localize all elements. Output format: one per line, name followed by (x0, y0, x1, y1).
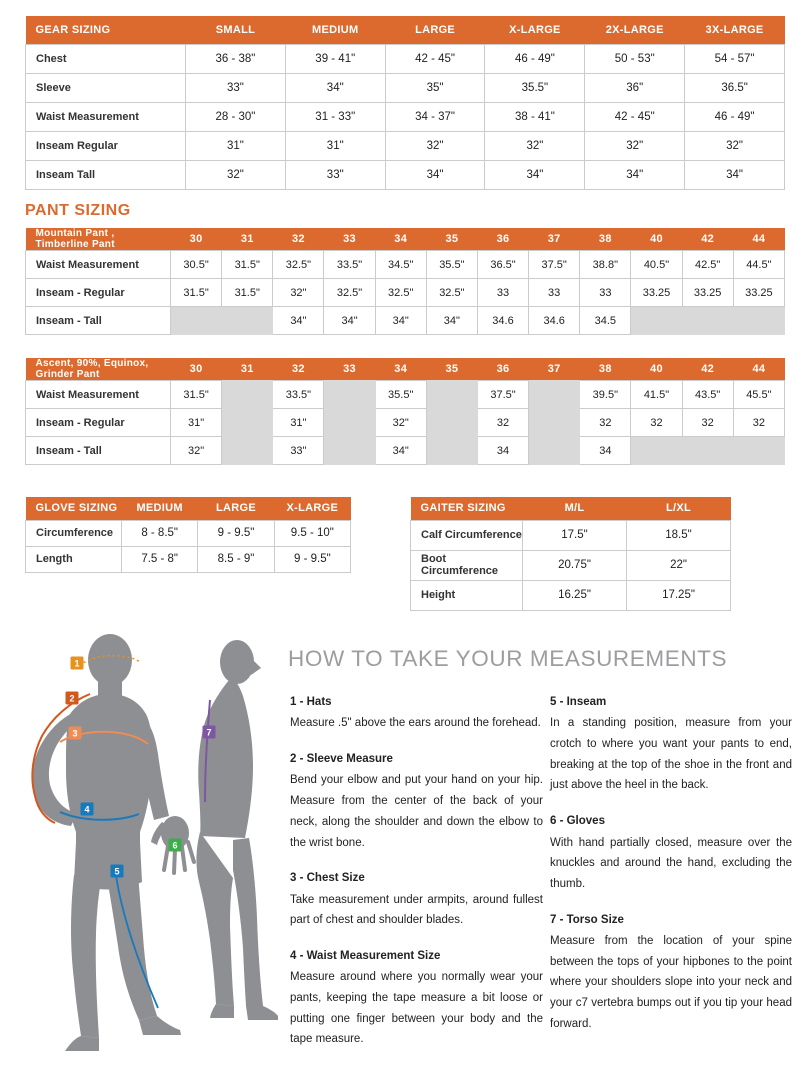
measurement-instruction (550, 693, 792, 796)
column-header: 32 (273, 228, 324, 251)
row-label: Inseam - Regular (26, 279, 171, 307)
value-cell: 33" (273, 437, 324, 465)
value-cell: 7.5 - 8" (122, 546, 198, 572)
value-cell: 28 - 30" (186, 102, 286, 131)
table-row (411, 580, 731, 610)
value-cell: 46 - 49" (685, 102, 785, 131)
table-row (411, 550, 731, 580)
row-label: Inseam - Regular (26, 409, 171, 437)
column-header: 3X-LARGE (685, 16, 785, 44)
value-cell: 20.75" (523, 550, 627, 580)
value-cell: 33.25 (631, 279, 682, 307)
empty-cell (324, 437, 375, 465)
value-cell: 44.5" (733, 251, 784, 279)
value-cell: 35.5" (375, 381, 426, 409)
column-header: 38 (580, 228, 631, 251)
value-cell: 38.8" (580, 251, 631, 279)
marker-torso (203, 726, 216, 739)
measurement-instruction (290, 693, 543, 734)
value-cell: 31 - 33" (285, 102, 385, 131)
value-cell: 34" (285, 73, 385, 102)
table-row (26, 251, 785, 279)
row-label: Inseam - Tall (26, 437, 171, 465)
value-cell: 33 (580, 279, 631, 307)
value-cell: 32" (186, 160, 286, 189)
value-cell: 33.25 (733, 279, 784, 307)
row-label: Height (411, 580, 523, 610)
value-cell: 34 (580, 437, 631, 465)
marker-2-number: 2 (69, 693, 75, 704)
empty-cell (324, 381, 375, 409)
instruction-body: Take measurement under armpits, around fullest part of chest and shoulder blades. (290, 893, 543, 927)
empty-cell (426, 409, 477, 437)
value-cell: 36.5" (685, 73, 785, 102)
empty-cell (222, 409, 273, 437)
value-cell: 34" (375, 437, 426, 465)
instruction-body: Measure from the location of your spine between the tops of your hipbones to the point where your shoulders slope into your neck and your c7 vertebra bumps out if you tip your head forward. (550, 934, 792, 1030)
table-row (26, 131, 785, 160)
table-row (26, 160, 785, 189)
value-cell: 36 - 38" (186, 44, 286, 73)
column-header: 44 (733, 228, 784, 251)
instructions-column-left (290, 693, 543, 1066)
value-cell: 31.5" (171, 279, 222, 307)
empty-cell (682, 307, 733, 335)
marker-gloves (169, 839, 182, 852)
row-label: Chest (26, 44, 186, 73)
marker-4-number: 4 (84, 804, 90, 815)
row-label: Inseam Tall (26, 160, 186, 189)
table-title: GLOVE SIZING (26, 497, 122, 520)
marker-waist (81, 803, 94, 816)
value-cell: 34" (685, 160, 785, 189)
value-cell: 37.5" (529, 251, 580, 279)
column-header: 30 (171, 358, 222, 381)
column-header: 32 (273, 358, 324, 381)
value-cell: 39 - 41" (285, 44, 385, 73)
marker-6-number: 6 (172, 840, 178, 851)
header-row (26, 358, 785, 381)
value-cell: 33.5" (324, 251, 375, 279)
value-cell: 54 - 57" (685, 44, 785, 73)
column-header: LARGE (385, 16, 485, 44)
value-cell: 32 (682, 409, 733, 437)
empty-cell (324, 409, 375, 437)
empty-cell (222, 381, 273, 409)
empty-cell (733, 307, 784, 335)
table-row (26, 437, 785, 465)
column-header: 36 (477, 228, 528, 251)
value-cell: 31.5" (222, 279, 273, 307)
empty-cell (529, 437, 580, 465)
value-cell: 34.5" (375, 251, 426, 279)
measurement-instruction (290, 869, 543, 931)
column-header: 40 (631, 228, 682, 251)
measurement-instruction (550, 911, 792, 1035)
gaiter-sizing-table (410, 497, 731, 611)
value-cell: 32" (585, 131, 685, 160)
column-header: 31 (222, 228, 273, 251)
value-cell: 33" (285, 160, 385, 189)
table-row (26, 279, 785, 307)
value-cell: 46 - 49" (485, 44, 585, 73)
table-title: GAITER SIZING (411, 497, 523, 520)
column-header: X-LARGE (274, 497, 350, 520)
column-header: 34 (375, 358, 426, 381)
mountain-pant-sizing-table (25, 228, 785, 335)
row-label: Waist Measurement (26, 102, 186, 131)
marker-3-number: 3 (72, 728, 78, 739)
value-cell: 33 (529, 279, 580, 307)
side-body-silhouette (196, 640, 278, 1020)
value-cell: 35.5" (426, 251, 477, 279)
column-header: 36 (477, 358, 528, 381)
row-label: Length (26, 546, 122, 572)
column-header: 33 (324, 358, 375, 381)
table-row (26, 73, 785, 102)
measurement-instruction (290, 750, 543, 853)
header-row (26, 228, 785, 251)
column-header: 38 (580, 358, 631, 381)
empty-cell (682, 437, 733, 465)
value-cell: 32 (631, 409, 682, 437)
row-label: Sleeve (26, 73, 186, 102)
table-row (26, 409, 785, 437)
empty-cell (529, 381, 580, 409)
column-header: 44 (733, 358, 784, 381)
value-cell: 32 (733, 409, 784, 437)
value-cell: 42.5" (682, 251, 733, 279)
instruction-heading: 5 - Inseam (550, 696, 607, 708)
instruction-body: Measure .5" above the ears around the forehead. (290, 717, 541, 730)
table-row (26, 307, 785, 335)
value-cell: 31.5" (171, 381, 222, 409)
value-cell: 9 - 9.5" (274, 546, 350, 572)
value-cell: 33.25 (682, 279, 733, 307)
instruction-heading: 1 - Hats (290, 696, 332, 708)
empty-cell (426, 381, 477, 409)
value-cell: 33" (186, 73, 286, 102)
instruction-body: With hand partially closed, measure over the knuckles and around the hand, excluding the thumb. (550, 836, 792, 890)
value-cell: 34" (385, 160, 485, 189)
row-label: Waist Measurement (26, 251, 171, 279)
table-title: Mountain Pant , Timberline Pant (26, 228, 171, 251)
marker-sleeve (66, 692, 79, 705)
header-row (26, 497, 351, 520)
instruction-heading: 7 - Torso Size (550, 913, 624, 926)
table-title: Ascent, 90%, Equinox, Grinder Pant (26, 358, 171, 381)
value-cell: 31" (285, 131, 385, 160)
value-cell: 40.5" (631, 251, 682, 279)
marker-1-number: 1 (74, 658, 80, 669)
row-label: Circumference (26, 520, 122, 546)
value-cell: 42 - 45" (585, 102, 685, 131)
value-cell: 17.25" (627, 580, 731, 610)
value-cell: 34" (585, 160, 685, 189)
empty-cell (529, 409, 580, 437)
column-header: SMALL (186, 16, 286, 44)
value-cell: 32.5" (375, 279, 426, 307)
value-cell: 17.5" (523, 520, 627, 550)
column-header: 30 (171, 228, 222, 251)
gear-sizing-table (25, 16, 785, 190)
how-to-measure-title: HOW TO TAKE YOUR MEASUREMENTS (288, 646, 728, 671)
empty-cell (631, 437, 682, 465)
value-cell: 35" (385, 73, 485, 102)
instruction-body: Bend your elbow and put your hand on your hip. Measure from the center of the back of your neck, along the shoulder and down the elbow to the wrist bone. (290, 774, 543, 849)
value-cell: 34" (426, 307, 477, 335)
column-header: 34 (375, 228, 426, 251)
column-header: MEDIUM (122, 497, 198, 520)
column-header: L/XL (627, 497, 731, 520)
empty-cell (733, 437, 784, 465)
marker-7-number: 7 (206, 727, 212, 738)
value-cell: 34" (324, 307, 375, 335)
table-row (411, 520, 731, 550)
table-row (26, 546, 351, 572)
value-cell: 16.25" (523, 580, 627, 610)
value-cell: 31.5" (222, 251, 273, 279)
column-header: LARGE (198, 497, 274, 520)
value-cell: 32 (477, 409, 528, 437)
value-cell: 8.5 - 9" (198, 546, 274, 572)
value-cell: 18.5" (627, 520, 731, 550)
value-cell: 39.5" (580, 381, 631, 409)
value-cell: 32.5" (324, 279, 375, 307)
pant-sizing-heading: PANT SIZING (25, 202, 131, 219)
value-cell: 31" (171, 409, 222, 437)
table-row (26, 381, 785, 409)
row-label: Calf Circumference (411, 520, 523, 550)
value-cell: 35.5" (485, 73, 585, 102)
instruction-heading: 4 - Waist Measurement Size (290, 949, 441, 962)
value-cell: 34 (477, 437, 528, 465)
marker-5-number: 5 (114, 866, 120, 877)
row-label: Waist Measurement (26, 381, 171, 409)
column-header: 35 (426, 358, 477, 381)
instructions-column-right (550, 693, 792, 1050)
value-cell: 31" (186, 131, 286, 160)
table-title: GEAR SIZING (26, 16, 186, 44)
instruction-heading: 3 - Chest Size (290, 872, 365, 885)
value-cell: 32" (385, 131, 485, 160)
value-cell: 32" (685, 131, 785, 160)
column-header: 37 (529, 228, 580, 251)
value-cell: 32.5" (426, 279, 477, 307)
value-cell: 34.6 (529, 307, 580, 335)
empty-cell (222, 437, 273, 465)
header-row (26, 16, 785, 44)
instruction-body: In a standing position, measure from your crotch to where you want your pants to end, breaking at the top of the shoe in the front and just above the heel in the back. (550, 717, 792, 792)
value-cell: 34 - 37" (385, 102, 485, 131)
column-header: 42 (682, 358, 733, 381)
value-cell: 50 - 53" (585, 44, 685, 73)
measurement-instruction (550, 812, 792, 894)
instruction-heading: 2 - Sleeve Measure (290, 753, 393, 766)
value-cell: 9.5 - 10" (274, 520, 350, 546)
measurement-instruction (290, 947, 543, 1050)
value-cell: 34" (375, 307, 426, 335)
column-header: 37 (529, 358, 580, 381)
value-cell: 32" (273, 279, 324, 307)
value-cell: 37.5" (477, 381, 528, 409)
value-cell: 34" (485, 160, 585, 189)
empty-cell (171, 307, 222, 335)
body-measurement-diagram (18, 630, 288, 1063)
value-cell: 38 - 41" (485, 102, 585, 131)
value-cell: 34.6 (477, 307, 528, 335)
empty-cell (426, 437, 477, 465)
marker-inseam (111, 865, 124, 878)
table-row (26, 102, 785, 131)
row-label: Inseam Regular (26, 131, 186, 160)
row-label: Inseam - Tall (26, 307, 171, 335)
column-header: 42 (682, 228, 733, 251)
column-header: MEDIUM (285, 16, 385, 44)
value-cell: 33 (477, 279, 528, 307)
value-cell: 33.5" (273, 381, 324, 409)
value-cell: 42 - 45" (385, 44, 485, 73)
table-row (26, 520, 351, 546)
instruction-heading: 6 - Gloves (550, 815, 605, 828)
value-cell: 34.5 (580, 307, 631, 335)
value-cell: 43.5" (682, 381, 733, 409)
value-cell: 32" (485, 131, 585, 160)
ascent-pant-sizing-table (25, 358, 785, 465)
value-cell: 32.5" (273, 251, 324, 279)
header-row (411, 497, 731, 520)
value-cell: 45.5" (733, 381, 784, 409)
column-header: 35 (426, 228, 477, 251)
column-header: 33 (324, 228, 375, 251)
column-header: 40 (631, 358, 682, 381)
value-cell: 36" (585, 73, 685, 102)
value-cell: 32" (171, 437, 222, 465)
value-cell: 41.5" (631, 381, 682, 409)
column-header: 31 (222, 358, 273, 381)
column-header: 2X-LARGE (585, 16, 685, 44)
value-cell: 31" (273, 409, 324, 437)
value-cell: 32" (375, 409, 426, 437)
value-cell: 34" (273, 307, 324, 335)
value-cell: 8 - 8.5" (122, 520, 198, 546)
value-cell: 9 - 9.5" (198, 520, 274, 546)
marker-hats (71, 657, 84, 670)
table-row (26, 44, 785, 73)
column-header: M/L (523, 497, 627, 520)
value-cell: 30.5" (171, 251, 222, 279)
row-label: Boot Circumference (411, 550, 523, 580)
empty-cell (222, 307, 273, 335)
column-header: X-LARGE (485, 16, 585, 44)
value-cell: 22" (627, 550, 731, 580)
empty-cell (631, 307, 682, 335)
instruction-body: Measure around where you normally wear your pants, keeping the tape measure a bit loose or putting one finger between your body and the tape measure. (290, 971, 543, 1046)
marker-chest (69, 727, 82, 740)
glove-sizing-table (25, 497, 351, 573)
value-cell: 36.5" (477, 251, 528, 279)
value-cell: 32 (580, 409, 631, 437)
